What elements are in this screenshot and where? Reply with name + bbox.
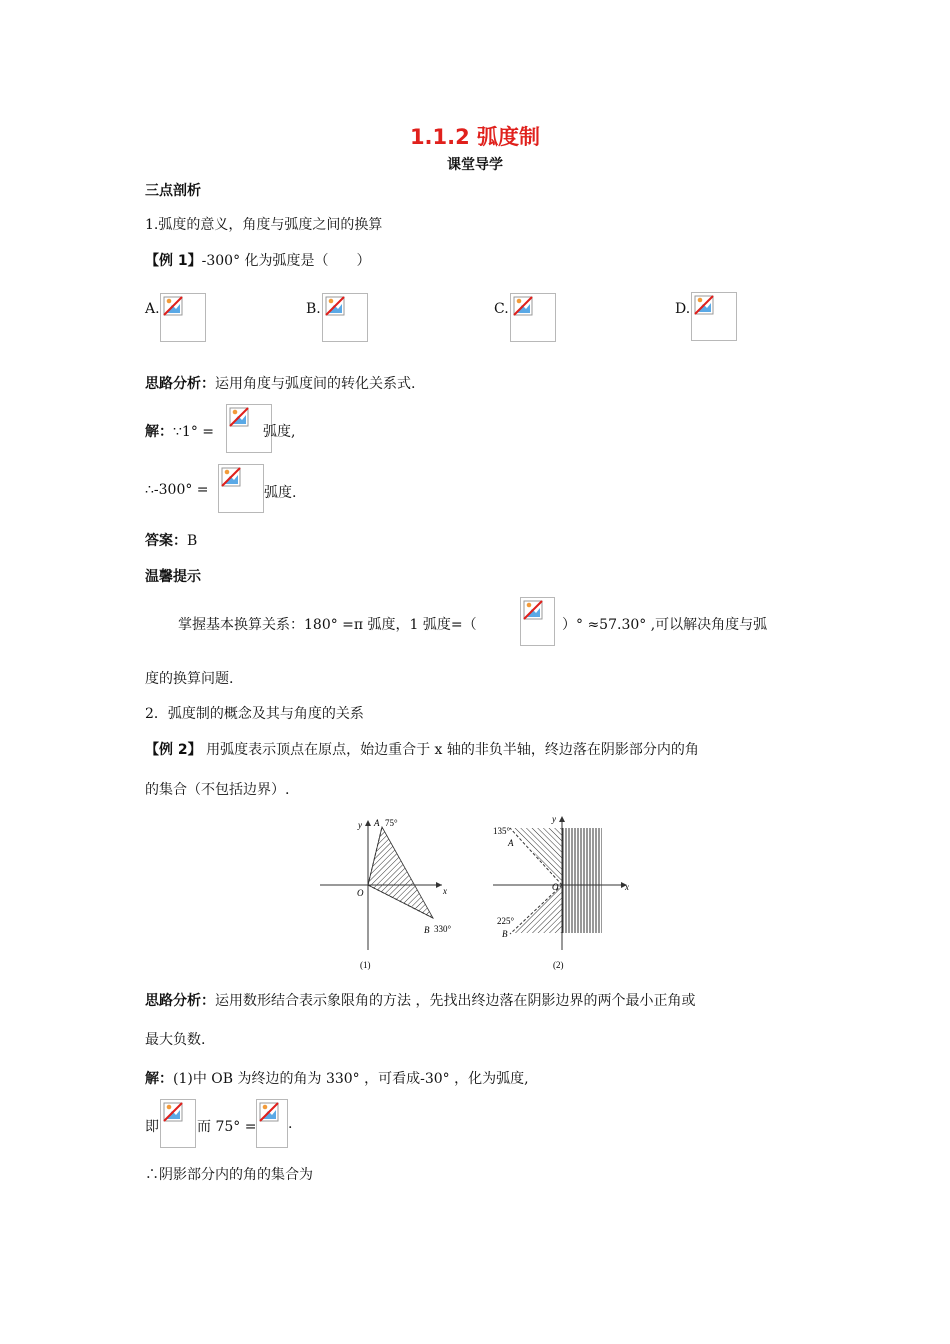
x-axis-arrow: [436, 882, 442, 888]
option-d-label: D.: [675, 301, 691, 317]
analysis-text: 最大负数.: [145, 1032, 206, 1048]
solution-text: .: [288, 1116, 293, 1132]
answer-line: [145, 530, 197, 550]
point-b-label: B: [424, 925, 430, 935]
option-a-label: A.: [145, 301, 160, 317]
angle-figure: [310, 810, 640, 975]
solution-line-2: ∴-300° =: [145, 482, 209, 498]
solution-text: 而 75° =: [197, 1119, 257, 1135]
example-question: [145, 250, 371, 270]
page-subtitle: 课堂导学: [447, 157, 503, 173]
section-heading: 三点剖析: [145, 183, 201, 199]
example-label: 【例 2】: [145, 742, 202, 758]
y-axis-label: y: [358, 820, 362, 830]
solution-text: 即: [145, 1119, 159, 1135]
topic-heading: 1.弧度的意义，角度与弧度之间的换算: [145, 217, 383, 233]
origin-label: O: [552, 882, 559, 892]
example-text: -300° 化为弧度是（ ）: [201, 253, 371, 269]
solution-line-1: [145, 421, 214, 441]
image-placeholder-icon: [160, 293, 206, 342]
image-placeholder-icon: [160, 1099, 196, 1148]
solution-text: (1)中 OB 为终边的角为 330° ，可看成-30° ，化为弧度,: [173, 1071, 529, 1087]
figure-caption: (2): [553, 960, 564, 970]
shaded-region-1: [368, 827, 433, 918]
image-placeholder-icon: [510, 293, 556, 342]
analysis-label: 思路分析：: [145, 993, 215, 1009]
tip-text: ）° ≈57.30° ,可以解决角度与弧: [562, 617, 768, 633]
answer-value: B: [187, 533, 198, 549]
analysis-label: 思路分析：: [145, 376, 215, 392]
angle-a-label: 135°: [493, 826, 511, 836]
figure-2: [493, 814, 629, 970]
answer-label: 答案：: [145, 533, 187, 549]
image-placeholder-icon: [691, 292, 737, 341]
example-question: [145, 739, 699, 759]
solution-label: 解：: [145, 424, 173, 440]
analysis-line: [145, 373, 415, 393]
point-a-label: A: [508, 838, 514, 848]
image-placeholder-icon: [520, 597, 555, 646]
example-label: 【例 1】: [145, 253, 202, 269]
option-b-label: B.: [306, 301, 321, 317]
tip-heading: 温馨提示: [145, 569, 201, 585]
solution-text: ∵1° =: [173, 424, 214, 440]
image-placeholder-icon: [322, 293, 368, 342]
solution-label: 解：: [145, 1071, 173, 1087]
analysis-text: 运用角度与弧度间的转化关系式.: [215, 376, 416, 392]
example-text: 用弧度表示顶点在原点，始边重合于 x 轴的非负半轴，终边落在阴影部分内的角: [201, 742, 699, 758]
analysis-line: [145, 990, 695, 1010]
angle-b-label: 330°: [434, 924, 452, 934]
topic-heading: 2．弧度制的概念及其与角度的关系: [145, 706, 364, 722]
point-b-label: B: [502, 929, 508, 939]
shaded-region-vertical: [562, 828, 602, 933]
figure-caption: (1): [360, 960, 371, 970]
page-title: 1.1.2 弧度制: [409, 125, 541, 149]
x-axis-label: x: [625, 882, 629, 892]
tip-text: 掌握基本换算关系：180° =π 弧度，1 弧度=（: [178, 617, 477, 633]
image-placeholder-icon: [218, 464, 264, 513]
x-axis-label: x: [443, 886, 447, 896]
solution-text: 弧度,: [263, 424, 296, 440]
conclusion-text: ∴阴影部分内的角的集合为: [145, 1167, 313, 1183]
origin-label: O: [357, 888, 364, 898]
image-placeholder-icon: [256, 1099, 288, 1148]
angle-a-label: 75°: [385, 818, 398, 828]
y-axis-arrow: [365, 820, 371, 826]
point-a-label: A: [374, 818, 380, 828]
analysis-text: 运用数形结合表示象限角的方法 ，先找出终边落在阴影边界的两个最小正角或: [215, 993, 696, 1009]
y-axis-label: y: [552, 814, 556, 824]
option-c-label: C.: [494, 301, 509, 317]
solution-line-1: [145, 1068, 529, 1088]
figure-1: [320, 818, 452, 970]
example-text: 的集合（不包括边界）.: [145, 782, 290, 798]
angle-b-label: 225°: [497, 916, 515, 926]
solution-text: 弧度.: [264, 485, 297, 501]
y-axis-arrow: [559, 816, 565, 822]
tip-text: 度的换算问题.: [145, 671, 234, 687]
